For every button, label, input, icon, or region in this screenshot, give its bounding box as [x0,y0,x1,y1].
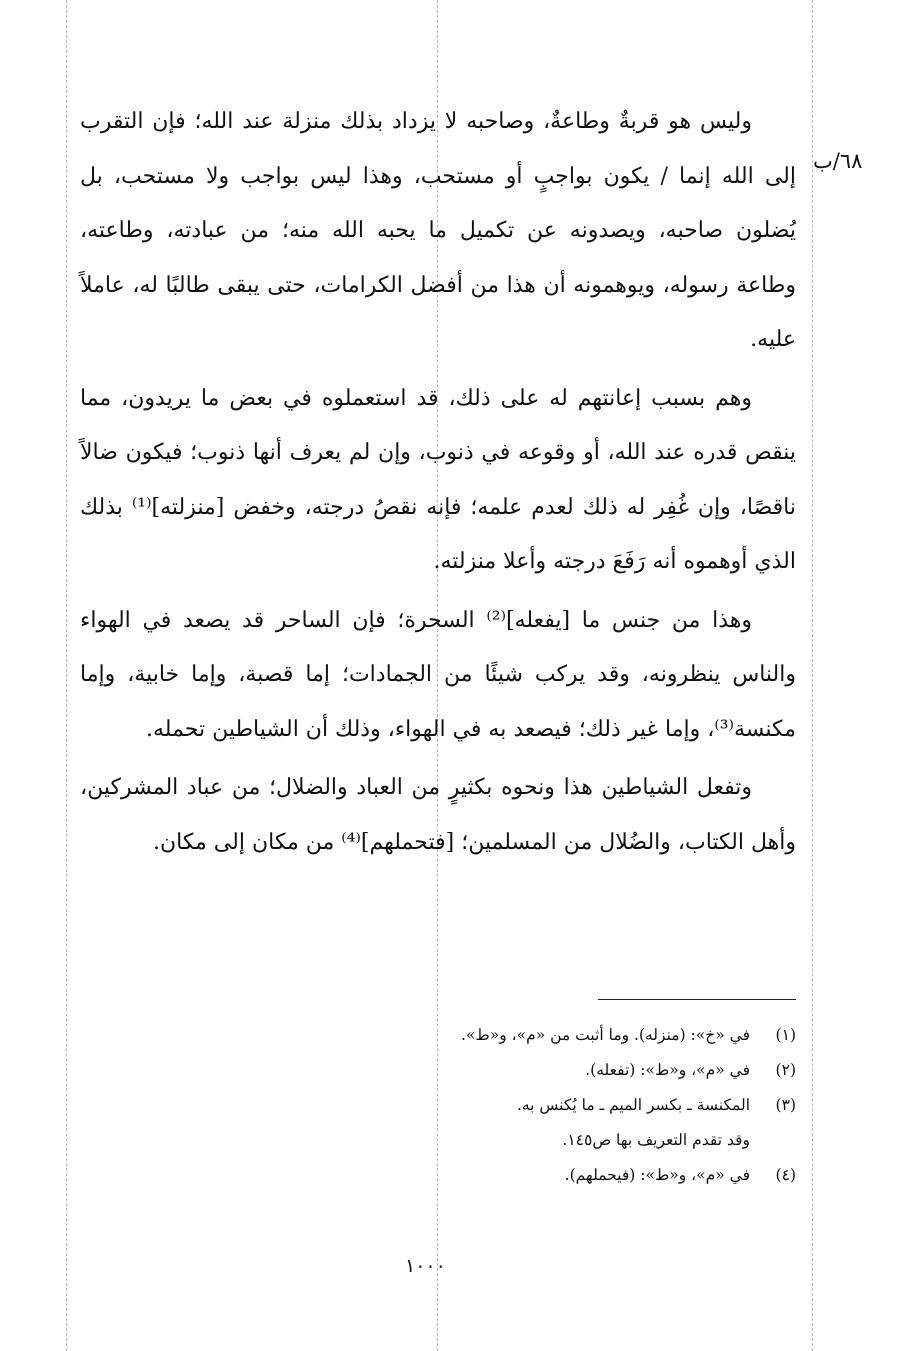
paragraph: وهم بسبب إعانتهم له على ذلك، قد استعملوه في بعض ما يريدون، مما ينقص قدره عند الله، أو وقوعه في ذنوب، وإن لم يعرف أنها ذنوب؛ فيكون ضالاً ناقصًا، وإن غُفِر له ذلك لعدم علمه؛ فإنه نقصُ درجته، وخفض [منزلته]⁽¹⁾ بذلك الذي أوهموه أنه رَفَعَ درجته وأعلا منزلته. [80,385,796,574]
footnote-separator [598,999,796,1000]
footnote [200,1053,796,1088]
paragraph: وهذا من جنس ما [يفعله]⁽²⁾ السحرة؛ فإن الساحر قد يصعد في الهواء والناس ينظرونه، وقد يركب شيئًا من الجمادات؛ إما قصبة، وإما خابية، وإما مكنسة⁽³⁾، وإما غير ذلك؛ فيصعد به في الهواء، وذلك أن الشياطين تحمله. [80,607,796,742]
footnote-number: (١) [775,1026,796,1044]
vertical-guide-right [812,0,813,1351]
vertical-guide-left [66,0,67,1351]
main-text [80,95,796,870]
footnote [200,1088,796,1123]
paragraph: وتفعل الشياطين هذا ونحوه بكثيرٍ من العباد والضلال؛ من عباد المشركين، وأهل الكتاب، والضُلال من المسلمين؛ [فتحملهم]⁽⁴⁾ من مكان إلى مكان. [80,775,796,855]
footnote-number: (٢) [775,1061,796,1079]
page-number: ١٠٠٠ [405,1255,446,1277]
manuscript-folio-marker: ٦٨/ب [813,149,863,173]
footnote-text: في «م»، و«ط»: (تفعله). [585,1061,750,1079]
footnote-continuation: وقد تقدم التعريف بها ص١٤٥. [562,1131,750,1149]
paragraph: وليس هو قربةٌ وطاعةٌ، وصاحبه لا يزداد بذلك منزلة عند الله؛ فإن التقرب إلى الله إنما / يكون بواجبٍ أو مستحب، وهذا ليس بواجب ولا مستحب، بل يُضلون صاحبه، ويصدونه عن تكميل ما يحبه الله منه؛ من عبادته، وطاعته، وطاعة رسوله، ويوهمونه أن هذا من أفضل الكرامات، حتى يبقى طالبًا له، عاملاً عليه. [80,109,796,352]
footnote-text: في «خ»: (منزله). وما أثبت من «م»، و«ط». [460,1026,750,1044]
footnote [200,1158,796,1193]
footnote-number: (٤) [775,1166,796,1184]
footnote-text: في «م»، و«ط»: (فيحملهم). [564,1166,750,1184]
footnotes [200,1018,796,1193]
footnote [200,1018,796,1053]
footnote-number: (٣) [775,1096,796,1114]
footnote-text: المكنسة ـ بكسر الميم ـ ما يُكنس به. [516,1096,750,1114]
